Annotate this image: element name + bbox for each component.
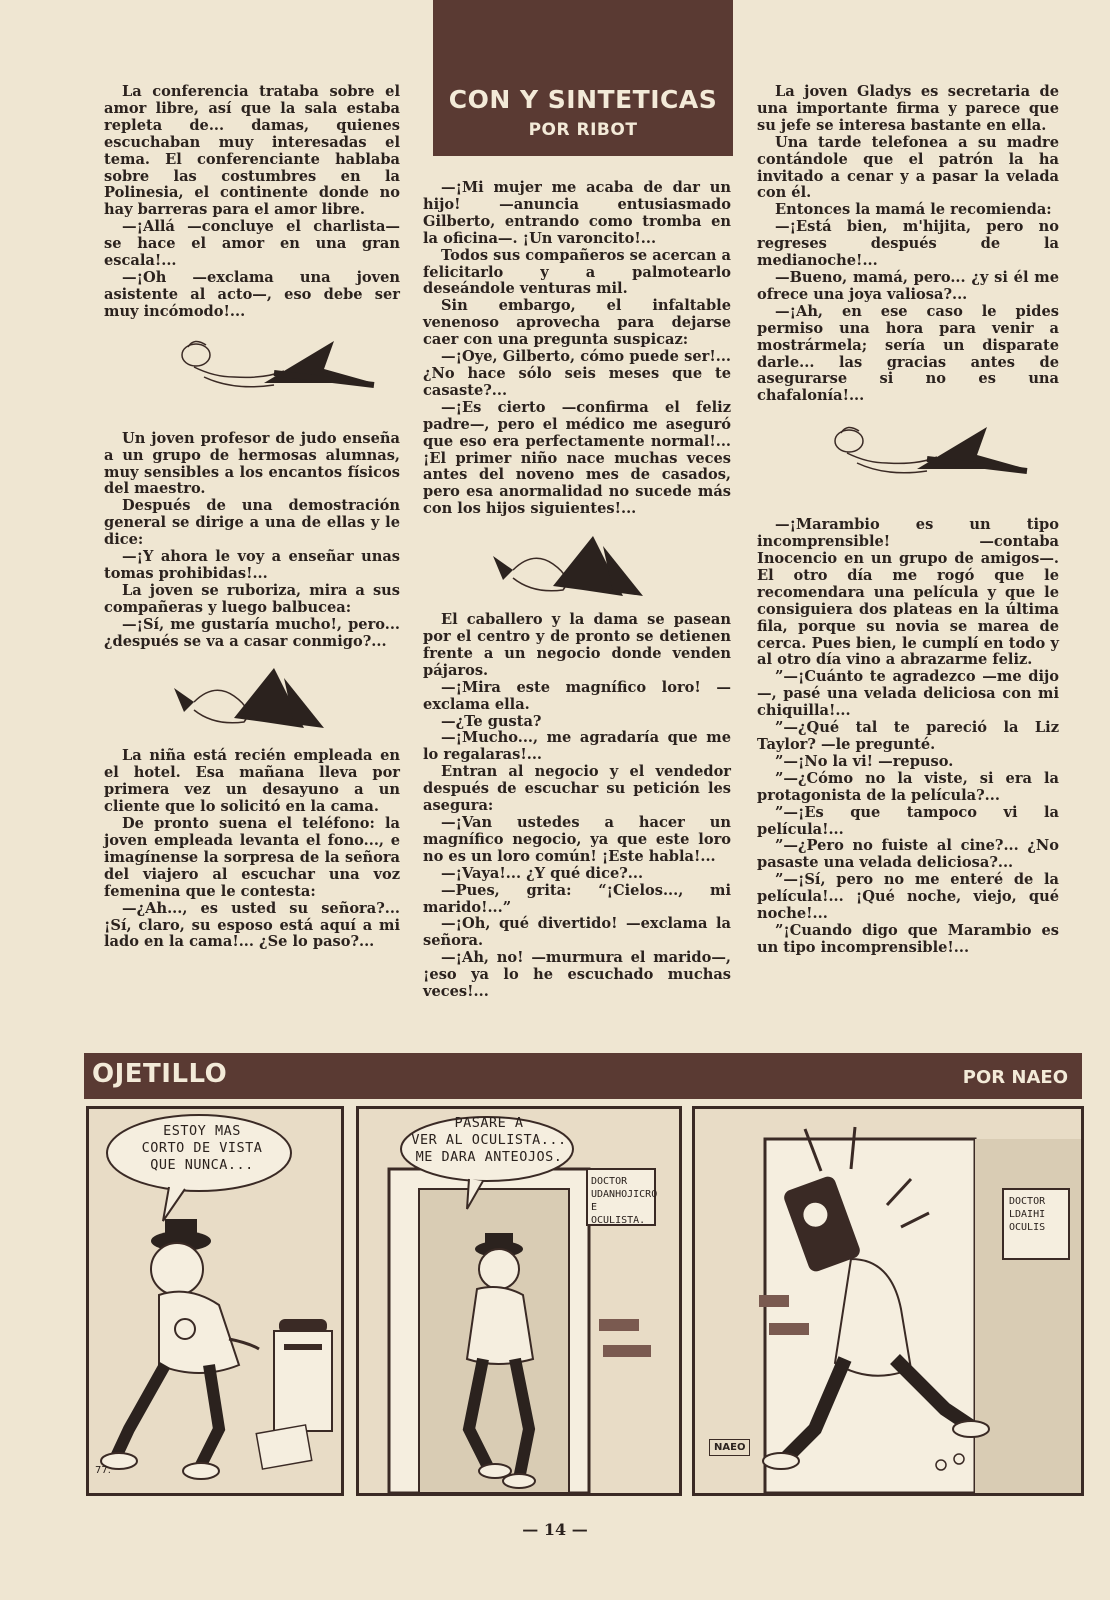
section-byline: POR RIBOT xyxy=(528,120,638,140)
column-2 xyxy=(423,180,731,1001)
paragraph: —¡Mi mujer me acaba de dar un hijo! —anuncia entusiasmado Gilberto, entrando como tromba en la oficina—. ¡Un varoncito!... xyxy=(423,179,731,247)
paragraph: La joven se ruboriza, mira a sus compañeras y luego balbucea: xyxy=(104,581,400,616)
paragraph: De pronto suena el teléfono: la joven empleada levanta el fono..., e imagínense la sorpresa de la señora del viajero al escuchar una voz femenina que le contesta: xyxy=(104,815,400,900)
separator-cartoon xyxy=(423,518,731,612)
paragraph: ”—¡Cuánto te agradezco —me dijo—, pasé una velada deliciosa con mi chiquilla!... xyxy=(757,668,1059,720)
paragraph: Todos sus compañeros se acercan a felicitarlo y a palmotearlo deseándole venturas mil. xyxy=(423,246,732,298)
paragraph: Entran al negocio y el vendedor después de escuchar su petición les asegura: xyxy=(423,763,731,815)
comic-strip-header xyxy=(84,1053,1082,1099)
section-header xyxy=(433,0,733,156)
column-1 xyxy=(104,84,400,951)
doctor-sign: DOCTOR UDANHOJICRO E OCULISTA. xyxy=(591,1176,658,1226)
joke-newborn xyxy=(423,180,731,518)
joke-judo xyxy=(104,431,400,651)
paragraph: ”—¡Sí, pero no me enteré de la película!... ¡Qué noche, viejo, qué noche!... xyxy=(757,871,1059,923)
column-3 xyxy=(757,84,1059,957)
joke-hotel xyxy=(104,748,400,951)
separator-cartoon xyxy=(757,405,1059,517)
joke-secretary xyxy=(757,84,1059,405)
separator-cartoon xyxy=(104,650,400,748)
paragraph: El caballero y la dama se pasean por el centro y de pronto se detienen frente a un negocio donde venden pájaros. xyxy=(423,611,731,679)
joke-marambio xyxy=(757,517,1059,957)
speech-bubble-2: PASARE A VER AL OCULISTA... ME DARA ANTEOJOS. xyxy=(411,1115,567,1165)
paragraph: —¿Ah..., es usted su señora?... ¡Sí, claro, su esposo está aquí a mi lado en la cama!... ¿Se lo paso?... xyxy=(104,899,400,951)
comic-panel-1 xyxy=(86,1106,344,1496)
paragraph: —¡Mucho..., me agradaría que me lo regalaras!... xyxy=(423,729,731,764)
paragraph: Sin embargo, el infaltable venenoso aprovecha para dejarse caer con una pregunta suspicaz: xyxy=(423,297,731,349)
paragraph: ”—¿Pero no fuiste al cine?... ¿No pasaste una velada deliciosa?... xyxy=(757,837,1059,872)
paragraph: ”—¿Cómo no la viste, si era la protagonista de la película?... xyxy=(757,769,1059,804)
paragraph: —¡Oye, Gilberto, cómo puede ser!... ¿No hace sólo seis meses que te casaste?... xyxy=(423,348,731,399)
paragraph: La niña está recién empleada en el hotel. Esa mañana lleva por primera vez un desayuno a un cliente que lo solicitó en la cama. xyxy=(104,747,400,816)
paragraph: ”¡Cuando digo que Marambio es un tipo incomprensible!... xyxy=(757,921,1059,956)
separator-cartoon xyxy=(104,321,400,431)
paragraph: La joven Gladys es secretaria de una importante firma y parece que su jefe se interesa bastante en ella. xyxy=(757,83,1059,134)
paragraph: —¡Allá —concluye el charlista— se hace el amor en una gran escala!... xyxy=(104,218,400,270)
paragraph: ”—¡Es que tampoco vi la película!... xyxy=(757,803,1059,838)
panel-2-illustration xyxy=(359,1109,679,1493)
reclining-woman-illustration xyxy=(483,526,683,606)
paragraph: La conferencia trataba sobre el amor libre, así que la sala estaba repleta de... damas, quienes escuchaban muy interesadas el tema. El conferenciante hablaba sobre las costumbres en la Polinesia, el continente donde no hay barreras para el amor libre. xyxy=(104,83,400,219)
reclining-woman-illustration xyxy=(817,419,1057,499)
paragraph: ”—¿Qué tal te pareció la Liz Taylor? —le pregunté. xyxy=(757,719,1059,753)
paragraph: Después de una demostración general se dirige a una de ellas y le dice: xyxy=(104,497,400,549)
paragraph: Un joven profesor de judo enseña a un grupo de hermosas alumnas, muy sensibles a los encantos físicos del maestro. xyxy=(104,429,400,498)
joke-parrot xyxy=(423,612,731,1001)
paragraph: —Bueno, mamá, pero... ¿y si él me ofrece una joya valiosa?... xyxy=(757,268,1059,303)
reclining-woman-illustration xyxy=(164,658,364,738)
speech-bubble-1: ESTOY MAS CORTO DE VISTA QUE NUNCA... xyxy=(141,1123,263,1173)
comic-byline: POR NAEO xyxy=(962,1067,1068,1088)
paragraph: —¿Te gusta? xyxy=(441,712,542,730)
paragraph: Una tarde telefonea a su madre contándole que el patrón la ha invitado a cenar y a pasar la velada con él. xyxy=(757,133,1059,202)
paragraph: —¡Es cierto —confirma el feliz padre—, pero el médico me aseguró que eso era perfectamente normal!... ¡El primer niño nace muchas veces antes del noveno mes de casados, pero esa anormalidad no sucede más con los hijos siguientes!... xyxy=(423,398,731,518)
comic-panel-3 xyxy=(692,1106,1084,1496)
paragraph: —¡Ah, no! —murmura el marido—, ¡eso ya lo he escuchado muchas veces!... xyxy=(423,949,731,1001)
paragraph: —¡Sí, me gustaría mucho!, pero... ¿después se va a casar conmigo?... xyxy=(104,615,400,650)
paragraph: —Pues, grita: “¡Cielos..., mi marido!...” xyxy=(423,881,731,916)
panel-3-illustration xyxy=(695,1109,1081,1493)
joke-conference xyxy=(104,84,400,321)
reclining-woman-illustration xyxy=(164,333,404,413)
paragraph: —¡Mira este magnífico loro! —exclama ella. xyxy=(423,678,731,713)
doctor-sign: DOCTOR LDAIHI OCULIS xyxy=(1009,1196,1046,1233)
paragraph: —¡Oh —exclama una joven asistente al acto—, eso debe ser muy incómodo!... xyxy=(104,268,400,320)
paragraph: —¡Oh, qué divertido! —exclama la señora. xyxy=(423,915,731,950)
paragraph: —¡Está bien, m'hijita, pero no regreses después de la medianoche!... xyxy=(757,218,1059,270)
comic-title: OJETILLO xyxy=(92,1059,228,1089)
paragraph: —¡Van ustedes a hacer un magnífico negocio, ya que este loro no es un loro común! ¡Este habla!... xyxy=(423,814,731,865)
paragraph: Entonces la mamá le recomienda: xyxy=(775,201,1052,219)
comic-panel-2 xyxy=(356,1106,682,1496)
paragraph: —¡Y ahora le voy a enseñar unas tomas prohibidas!... xyxy=(104,548,400,582)
section-title: CON Y SINTETICAS xyxy=(448,85,718,114)
paragraph: —¡Ah, en ese caso le pides permiso una hora para venir a mostrármela; sería un disparate darle... las gracias antes de asegurarse si no es una chafalonía!... xyxy=(757,302,1059,405)
paragraph: —¡Marambio es un tipo incomprensible! —contaba Inocencio en un grupo de amigos—. El otro día me rogó que le recomendara una película y que le consiguiera dos plateas en la última fila, porque su novia se marea de cerca. Pues bien, le cumplí en todo y al otro día vino a abrazarme feliz. xyxy=(757,516,1059,669)
artist-signature: NAEO xyxy=(709,1439,750,1456)
paragraph: ”—¡No la vi! —repuso. xyxy=(775,752,954,770)
paragraph: —¡Vaya!... ¿Y qué dice?... xyxy=(441,864,644,882)
page-number: — 14 — xyxy=(522,1520,588,1539)
panel-number: 77. xyxy=(95,1465,111,1476)
